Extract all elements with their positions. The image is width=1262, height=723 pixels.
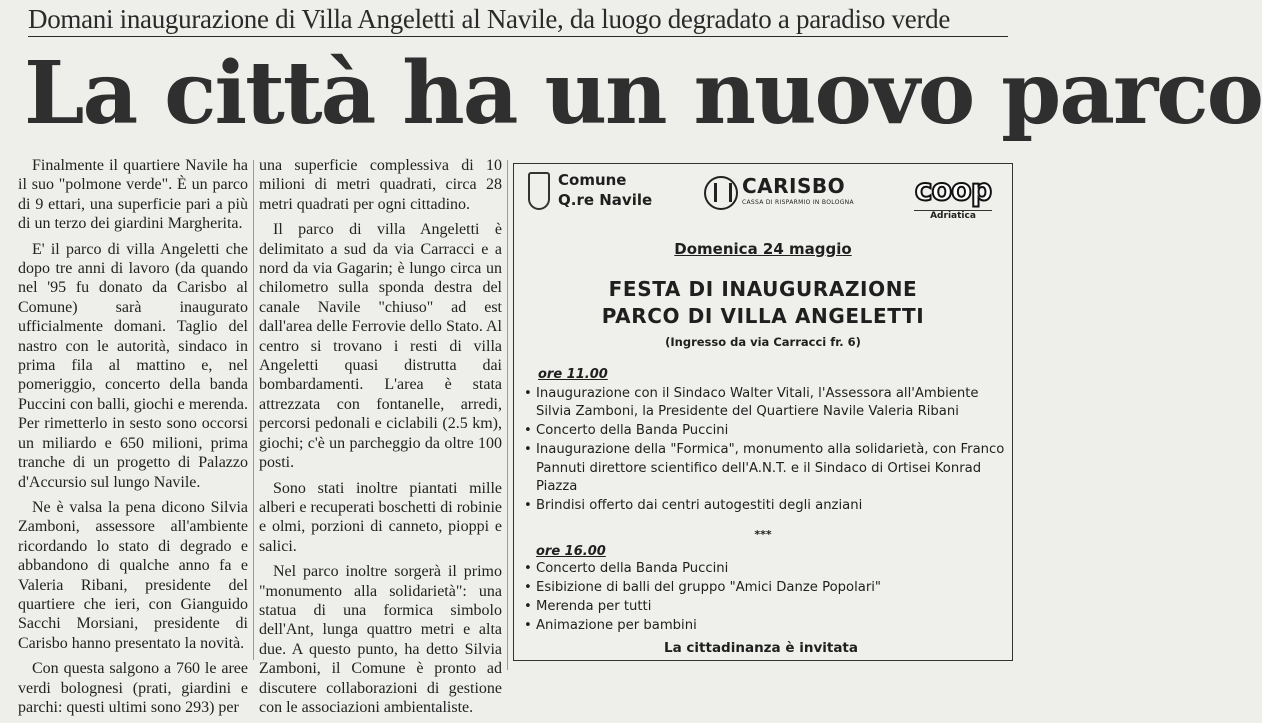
article-paragraph: una superficie complessiva di 10 milioni di metri quadrati, circa 28 metri quadrati per ogni cittadino. xyxy=(259,157,502,213)
program-item: • Merenda per tutti xyxy=(522,598,1006,616)
event-title-line: PARCO DI VILLA ANGELETTI xyxy=(601,304,925,328)
article-column-1 xyxy=(18,156,248,723)
main-headline: La città ha un nuovo parco xyxy=(24,43,1262,144)
program-item: • Inaugurazione della "Formica", monumento alla solidarietà, con Franco Pannuti direttore scientifico dell'A.N.T. e il Sindaco di Ortisei Konrad Piazza xyxy=(522,441,1006,496)
event-title-line: FESTA DI INAUGURAZIONE xyxy=(608,277,918,301)
carisbo-subtitle: CASSA DI RISPARMIO IN BOLOGNA xyxy=(742,199,854,206)
kicker-headline: Domani inaugurazione di Villa Angeletti al Navile, da luogo degradato a paradiso verde xyxy=(28,2,1008,37)
comune-logo-text xyxy=(558,170,652,210)
program-item: • Esibizione di balli del gruppo "Amici Danze Popolari" xyxy=(522,579,1006,597)
comune-crest-icon xyxy=(528,172,550,210)
program-item: • Concerto della Banda Puccini xyxy=(522,422,1006,440)
separator-stars: *** xyxy=(754,528,772,541)
quartiere-label: Q.re Navile xyxy=(558,191,653,209)
column-divider xyxy=(253,160,254,660)
sponsor-logos xyxy=(514,164,1012,232)
program-item: • Inaugurazione con il Sindaco Walter Vitali, l'Assessora all'Ambiente Silvia Zamboni, la Presidente del Quartiere Navile Valeria Ribani xyxy=(522,385,1006,422)
article-paragraph: Ne è valsa la pena dicono Silvia Zamboni, assessore all'ambiente ricordando lo stato di degrado e abbandono di qualche anno fa e Valeria Ribani, presidente del quartiere che ieri, con Gianguido Sacchi Morsiani, presidente di Carisbo hanno presentato la novità. xyxy=(18,498,248,652)
program-item: • Brindisi offerto dai centri autogestiti degli anziani xyxy=(522,497,1006,515)
morning-program xyxy=(522,385,1006,516)
event-advertisement xyxy=(513,163,1013,661)
carisbo-logo-text: CARISBO xyxy=(742,174,846,198)
morning-time: ore 11.00 xyxy=(538,367,608,382)
article-paragraph: Sono stati inoltre piantati mille alberi e recuperati boschetti di robinie e olmi, porzioni di canneto, pioppi e salici. xyxy=(259,479,503,555)
program-item: • Concerto della Banda Puccini xyxy=(522,560,1006,578)
article-paragraph: Nel parco inoltre sorgerà il primo "monumento alla solidarietà": una statua di una formica simbolo dell'Ant, lunga quattro metri e alta due. A questo punto, ha detto Silvia Zamboni, il Comune è pronto ad discutere collaborazioni di gestione con le associazioni ambientaliste. xyxy=(259,563,502,716)
event-date: Domenica 24 maggio xyxy=(674,240,852,258)
afternoon-program xyxy=(522,560,1006,636)
invitation-footer: La cittadinanza è invitata xyxy=(664,640,858,656)
coop-subtitle: Adriatica xyxy=(914,210,992,221)
afternoon-time: ore 16.00 xyxy=(536,544,606,559)
article-paragraph: Con questa salgono a 760 le aree verdi bolognesi (prati, giardini e parchi: questi ultimi sono 293) per xyxy=(18,660,248,716)
entrance-note: (Ingresso da via Carracci fr. 6) xyxy=(665,335,861,349)
article-paragraph: Il parco di villa Angeletti è delimitato a sud da via Carracci e a nord da via Gagarin; è lungo circa un chilometro sulla sponda destra del canale Navile "chiuso" ad est dall'area delle Ferrovie dello Stato. Al centro si trovano i resti di villa Angeletti quasi distrutta dai bombardamenti. L'area è stata attrezzata con fontanelle, arredi, percorsi pedonali e ciclabili (2.5 km), giochi; c'è un parcheggio da oltre 100 posti. xyxy=(259,221,502,472)
article-paragraph: Finalmente il quartiere Navile ha il suo "polmone verde". È un parco di 9 ettari, una superficie pari a più di un terzo dei giardini Margherita. xyxy=(18,157,248,233)
article-column-2 xyxy=(259,156,502,723)
program-item: • Animazione per bambini xyxy=(522,617,1006,635)
coop-logo: coop xyxy=(914,173,992,208)
comune-label: Comune xyxy=(558,171,627,189)
article-paragraph: E' il parco di villa Angeletti che dopo tre anni di lavoro (da quando nel '95 fu donato da Carisbo al Comune) sarà inaugurato ufficialmente domani. Taglio del nastro con le autorità, sindaco in prima fila al mattino e, nel pomeriggio, concerto della banda Puccini con balli, giochi e merenda. Per rimetterlo in sesto sono occorsi un miliardo e 650 milioni, prima tranche di un progetto di Palazzo d'Accursio sul lungo Navile. xyxy=(18,240,248,491)
event-title xyxy=(514,276,1012,330)
column-divider xyxy=(507,160,508,670)
carisbo-logo-icon xyxy=(704,176,738,210)
